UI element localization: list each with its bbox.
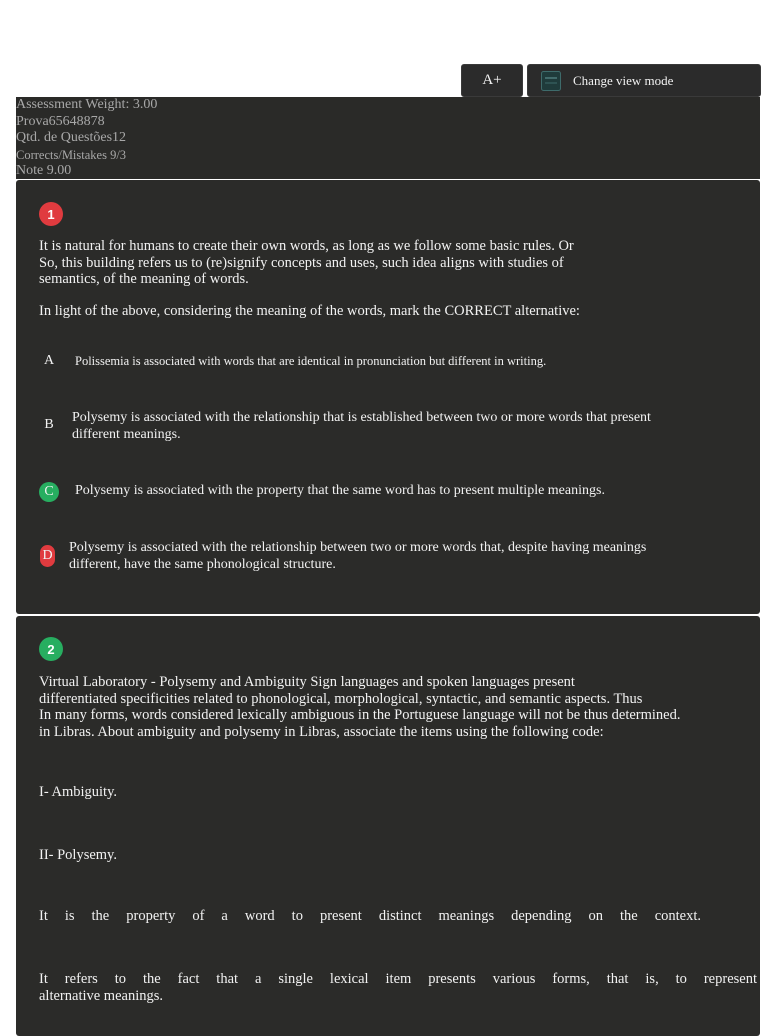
question-number-badge: 2 bbox=[39, 637, 63, 661]
alternative-text-line: different meanings. bbox=[72, 426, 181, 442]
item-ambiguity: I- Ambiguity. bbox=[39, 784, 118, 800]
alternative-b[interactable] bbox=[39, 408, 739, 444]
alternative-text bbox=[69, 540, 646, 573]
statement-2 bbox=[39, 971, 757, 1004]
question-text-line: differentiated specificities related to phonological, morphological, syntactic, and semantic aspects. Thus bbox=[39, 690, 643, 707]
change-view-mode-label: Change view mode bbox=[573, 72, 674, 88]
question-text-line: In many forms, words considered lexically ambiguous in the Portuguese language will not be thus determined. bbox=[39, 707, 681, 723]
question-count: Qtd. de Questões12 bbox=[16, 130, 127, 145]
question-text-line: So, this building refers us to (re)signify concepts and uses, such idea aligns with studies of bbox=[39, 254, 564, 271]
statement-line: It refers to the fact that a single lexical item presents various forms, that is, to represent bbox=[39, 971, 757, 987]
alternative-c[interactable] bbox=[39, 480, 739, 504]
font-size-button[interactable]: A+ bbox=[461, 64, 523, 97]
question-instruction: In light of the above, considering the meaning of the words, mark the CORRECT alternative: bbox=[39, 303, 580, 319]
assessment-weight: Assessment Weight: 3.00 bbox=[16, 97, 158, 112]
alternative-text-line: Polysemy is associated with the relationship between two or more words that, despite having meanings bbox=[69, 540, 647, 555]
question-text-line: Virtual Laboratory - Polysemy and Ambiguity Sign languages and spoken languages present bbox=[39, 674, 575, 690]
alternative-text-line: different, have the same phonological structure. bbox=[69, 556, 336, 572]
question-text-line: It is natural for humans to create their own words, as long as we follow some basic rules. Or bbox=[39, 238, 574, 254]
note: Note 9.00 bbox=[16, 163, 72, 178]
alternative-text: Polysemy is associated with the property that the same word has to present multiple meanings. bbox=[75, 483, 605, 498]
alternative-a[interactable] bbox=[39, 349, 739, 373]
wrong-alternative-badge: D bbox=[40, 545, 55, 567]
alternative-letter: A bbox=[43, 353, 55, 368]
alternative-text-line: Polysemy is associated with the relationship that is established between two or more words that present bbox=[72, 410, 651, 425]
question-text bbox=[39, 238, 739, 288]
assessment-summary bbox=[16, 97, 760, 179]
question-text bbox=[39, 674, 749, 740]
question-text-line: in Libras. About ambiguity and polysemy in Libras, associate the items using the following code: bbox=[39, 723, 604, 740]
corrects-mistakes: Corrects/Mistakes 9/3 bbox=[16, 147, 127, 162]
alternative-text: Polissemia is associated with words that are identical in pronunciation but different in writing. bbox=[75, 354, 547, 368]
question-number-badge: 1 bbox=[39, 202, 63, 226]
statement-1: It is the property of a word to present distinct meanings depending on the context. bbox=[39, 908, 701, 924]
exam-id: Prova65648878 bbox=[16, 113, 105, 129]
correct-alternative-badge: C bbox=[39, 482, 59, 502]
view-mode-icon bbox=[541, 71, 561, 91]
change-view-mode-button[interactable] bbox=[527, 64, 761, 97]
alternative-letter: B bbox=[44, 417, 54, 432]
question-card-2 bbox=[16, 616, 760, 1036]
statement-line: alternative meanings. bbox=[39, 987, 164, 1004]
alternative-d[interactable] bbox=[39, 538, 739, 574]
alternative-text bbox=[72, 410, 651, 443]
question-card-1 bbox=[16, 180, 760, 614]
question-text-line: semantics, of the meaning of words. bbox=[39, 271, 249, 287]
item-polysemy: II- Polysemy. bbox=[39, 847, 117, 863]
